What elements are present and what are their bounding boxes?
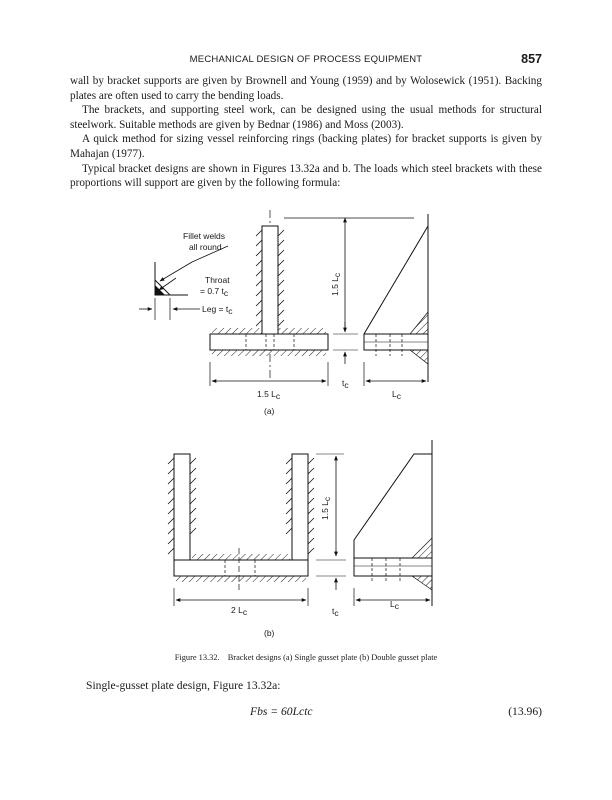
label-throat: = 0.7 tc: [200, 286, 229, 298]
dim-thickness: tc: [332, 606, 339, 618]
dim-height: 1.5 Lc: [320, 496, 332, 520]
dim-width: 1.5 Lc: [257, 389, 281, 401]
label-throat: Throat: [205, 275, 230, 285]
equation-intro: Single-gusset plate design, Figure 13.32a:: [86, 679, 281, 692]
panel-label-b: (b): [264, 628, 275, 638]
paragraph: Typical bracket designs are shown in Figures 13.32a and b. The loads which steel brackets with these proportions will support are given by the following formula:: [70, 162, 542, 190]
dim-side: Lc: [390, 599, 399, 611]
paragraph: The brackets, and supporting steel work, can be designed using the usual methods for structural steelwork. Suitable methods are given by Bednar (1986) and Moss (2003).: [70, 104, 542, 131]
caption-text: Bracket designs (a) Single gusset plate (b) Double gusset plate: [227, 653, 438, 662]
figure-caption: [70, 653, 542, 662]
page-number: 857: [521, 52, 542, 66]
caption-number: Figure 13.32.: [174, 653, 220, 662]
paragraph: wall by bracket supports are given by Brownell and Young (1959) and by Wolosewick (1951). Backing plates are often used to carry the bending loads.: [70, 75, 542, 102]
dim-side: Lc: [392, 389, 401, 401]
panel-label-a: (a): [264, 406, 275, 416]
figure-b: [168, 440, 432, 606]
equation-number: (13.96): [508, 705, 542, 718]
equation: Fbs = 60Lctc: [250, 705, 313, 718]
label-fillet: all round: [189, 242, 222, 252]
running-title: MECHANICAL DESIGN OF PROCESS EQUIPMENT: [189, 54, 423, 65]
dim-height: 1.5 Lc: [330, 272, 342, 296]
label-fillet: Fillet welds: [183, 231, 226, 241]
label-leg: Leg = tc: [202, 304, 233, 316]
dim-width: 2 Lc: [231, 605, 248, 617]
dim-thickness: tc: [342, 378, 349, 390]
paragraph: A quick method for sizing vessel reinforcing rings (backing plates) for bracket supports is given by Mahajan (1977).: [70, 133, 542, 160]
figure-a-labels: [183, 231, 402, 416]
